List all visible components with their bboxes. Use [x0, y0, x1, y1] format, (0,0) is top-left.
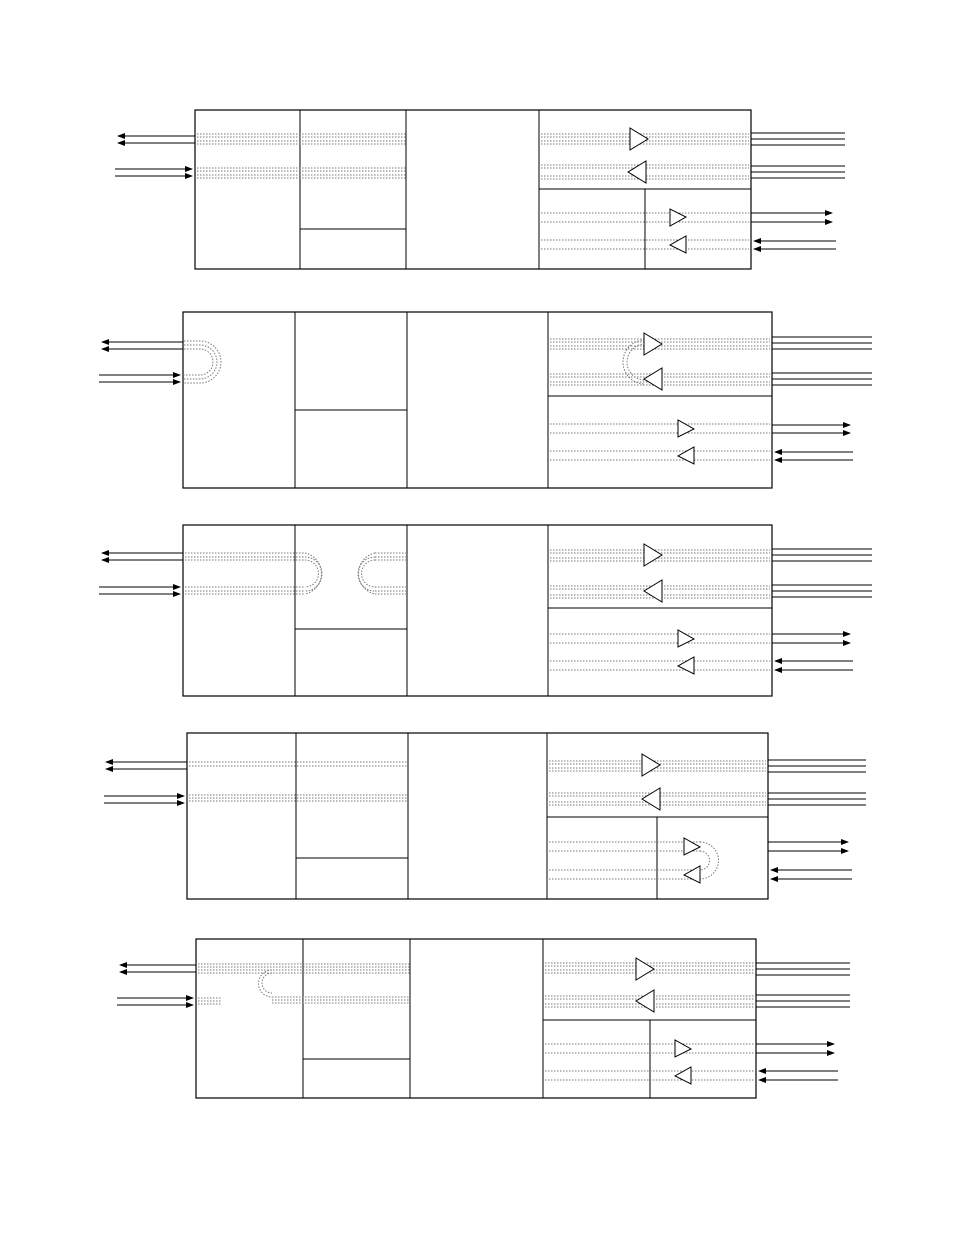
- amplifier-triangle: [644, 333, 662, 355]
- amplifier-triangle: [628, 161, 646, 183]
- amplifier-triangle: [670, 236, 686, 253]
- trunk-lines: [751, 133, 845, 178]
- trunk-lines: [772, 549, 872, 597]
- loopback-path: [700, 842, 719, 879]
- amplifier-triangle: [678, 630, 694, 647]
- amplifier-triangle: [684, 838, 700, 855]
- panel-1: [115, 110, 845, 269]
- loopback-path: [259, 970, 273, 997]
- amplifier-triangle: [642, 754, 660, 776]
- amplifier-triangle: [678, 657, 694, 674]
- panel-3: [99, 525, 872, 696]
- signal-path: [550, 550, 770, 670]
- amplifier-triangle: [678, 420, 694, 437]
- amplifier-triangle: [675, 1040, 691, 1057]
- amplifier-triangle: [630, 128, 648, 150]
- loopback-path: [184, 341, 221, 383]
- panel-2-frame: [183, 312, 772, 488]
- panel-3-frame: [183, 525, 772, 696]
- amplifier-triangle: [644, 544, 662, 566]
- panel-4: [104, 733, 866, 899]
- trunk-lines: [768, 760, 866, 805]
- signal-path: [189, 762, 408, 801]
- amplifier-triangle: [644, 368, 662, 390]
- panel-5: [117, 939, 850, 1098]
- panel-2: [99, 312, 872, 488]
- amplifier-triangle: [675, 1067, 691, 1084]
- amplifier-triangle: [684, 866, 700, 883]
- amplifier-triangle: [642, 788, 660, 810]
- amplifier-triangle: [636, 958, 654, 980]
- amplifier-triangle: [678, 447, 694, 464]
- trunk-lines: [756, 963, 850, 1007]
- trunk-lines: [772, 337, 872, 385]
- amplifier-triangle: [670, 209, 686, 226]
- amplifier-triangle: [644, 580, 662, 602]
- signal-path: [550, 339, 770, 460]
- amplifier-triangle: [636, 990, 654, 1012]
- signal-path: [198, 964, 410, 1004]
- signal-path: [197, 134, 406, 178]
- panel-4-frame: [187, 733, 768, 899]
